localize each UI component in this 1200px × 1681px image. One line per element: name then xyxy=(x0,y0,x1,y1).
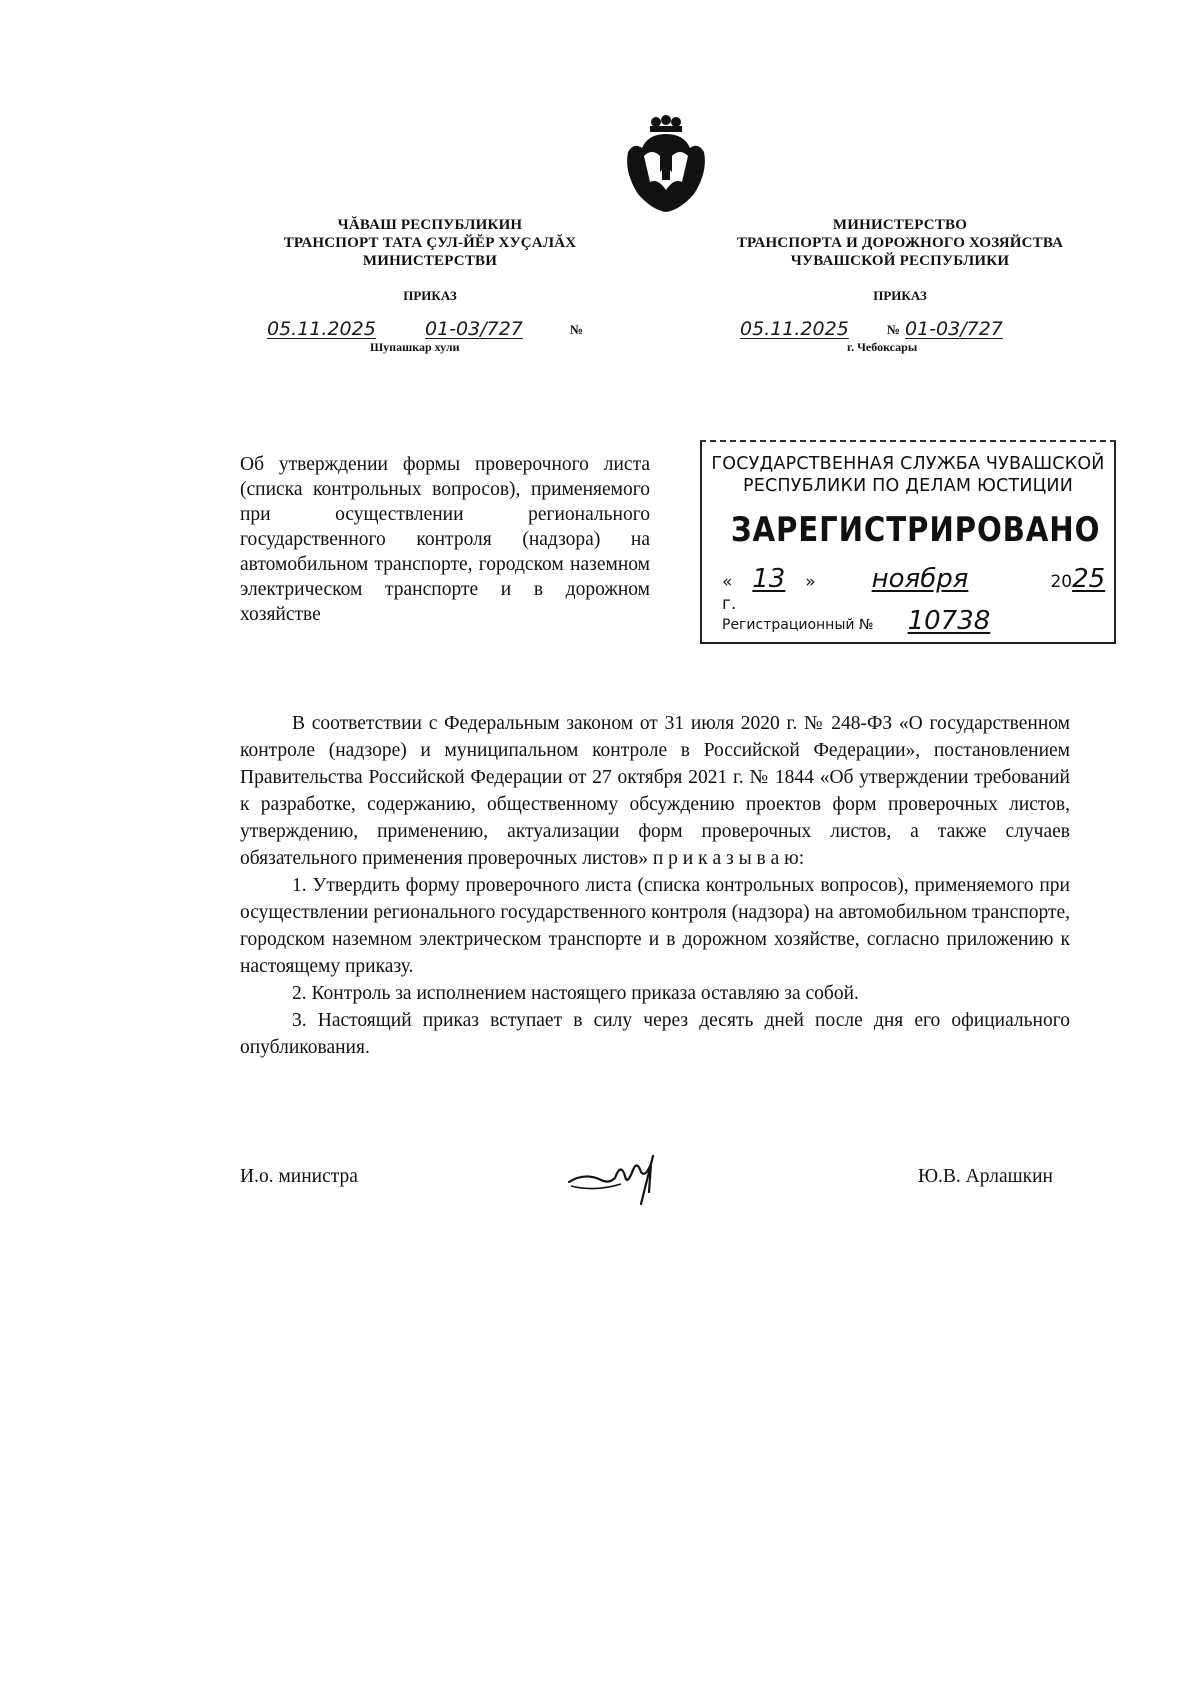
stamp-year-suffix: 25 xyxy=(1072,564,1106,594)
stamp-year-prefix: 20 xyxy=(1050,572,1073,592)
header-right xyxy=(705,216,1095,270)
order-date-left: 05.11.2025 xyxy=(267,318,376,340)
stamp-reg-row xyxy=(722,606,1112,636)
order-body xyxy=(240,710,1070,1061)
stamp-reg-number: 10738 xyxy=(907,606,991,636)
header-left xyxy=(230,216,630,270)
body-paragraph: В соответствии с Федеральным законом от 31 июля 2020 г. № 248-ФЗ «О государственном контроле (надзоре) и муниципальном контроле в Российской Федерации», постановлением Правительства Российской Федерации от 27 октября 2021 г. № 1844 «Об утверждении требований к разработке, содержанию, общественному обсуждению проектов форм проверочных листов, утверждению, применению, актуализации форм проверочных листов, а также случаев обязательного применения проверочных листов» п р и к а з ы в а ю: xyxy=(240,713,1070,869)
stamp-reg-label: Регистрационный № xyxy=(722,617,874,633)
order-subject: Об утверждении формы проверочного листа (списка контрольных вопросов), применяемого при осуществлении регионального государственного контроля (надзора) на автомобильном транспорте, городском наземном электрическом транспорте и в дорожном хозяйстве xyxy=(240,454,650,625)
order-date-right: 05.11.2025 xyxy=(740,318,849,340)
number-sign-right: № xyxy=(887,322,901,337)
registration-stamp xyxy=(700,442,1116,644)
place-left: Шупашкар хули xyxy=(370,340,460,354)
place-right: г. Чебоксары xyxy=(847,340,918,354)
header-left-line: МИНИСТЕРСТВИ xyxy=(362,253,498,269)
stamp-quote-close: » xyxy=(805,572,816,592)
number-sign-left: № xyxy=(570,322,584,337)
stamp-registered: ЗАРЕГИСТРИРОВАНО xyxy=(730,510,1101,550)
header-left-line: ЧĂВАШ РЕСПУБЛИКИН xyxy=(337,217,523,233)
body-paragraph: 3. Настоящий приказ вступает в силу через десять дней после дня его официального опубликования. xyxy=(240,1010,1070,1058)
stamp-day: 13 xyxy=(752,564,786,594)
header-right-line: МИНИСТЕРСТВО xyxy=(832,217,968,233)
header-left-line: ТРАНСПОРТ ТАТА ÇУЛ-ЙĔР ХУÇАЛĂХ xyxy=(283,235,577,251)
header-right-line: ЧУВАШСКОЙ РЕСПУБЛИКИ xyxy=(790,253,1010,269)
order-word-left: ПРИКАЗ xyxy=(403,288,457,303)
signatory-title: И.о. министра xyxy=(240,1166,358,1187)
signatory-name: Ю.В. Арлашкин xyxy=(918,1166,1053,1187)
stamp-quote-open: « xyxy=(722,572,733,592)
handwritten-signature-icon xyxy=(565,1142,675,1212)
order-number-right: 01-03/727 xyxy=(905,318,1003,340)
stamp-line-1: ГОСУДАРСТВЕННАЯ СЛУЖБА ЧУВАШСКОЙ xyxy=(711,454,1105,474)
stamp-year-unit: г. xyxy=(722,594,737,614)
stamp-line-2: РЕСПУБЛИКИ ПО ДЕЛАМ ЮСТИЦИИ xyxy=(742,476,1074,496)
stamp-month: ноября xyxy=(871,564,969,594)
order-word-right: ПРИКАЗ xyxy=(873,288,927,303)
header-right-line: ТРАНСПОРТА И ДОРОЖНОГО ХОЗЯЙСТВА xyxy=(736,235,1064,251)
body-paragraph: 1. Утвердить форму проверочного листа (списка контрольных вопросов), применяемого при осуществлении регионального государственного контроля (надзора) на автомобильном транспорте, городском наземном электрическом транспорте и в дорожном хозяйстве, согласно приложению к настоящему приказу. xyxy=(240,875,1070,977)
order-number-left: 01-03/727 xyxy=(425,318,523,340)
coat-of-arms-icon xyxy=(618,112,714,216)
body-paragraph: 2. Контроль за исполнением настоящего приказа оставляю за собой. xyxy=(292,983,859,1004)
